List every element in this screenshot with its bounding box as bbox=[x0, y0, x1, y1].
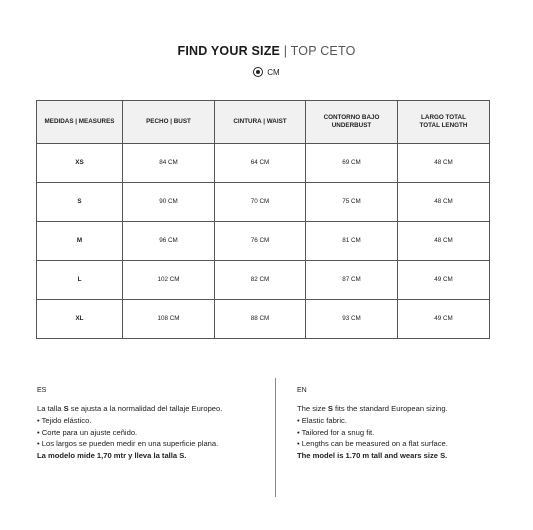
cell-size: M bbox=[37, 222, 123, 261]
cell-underbust: 75 CM bbox=[306, 183, 398, 222]
description-en bbox=[297, 387, 527, 462]
size-highlight: S bbox=[327, 404, 333, 413]
cell-length: 48 CM bbox=[398, 222, 490, 261]
cell-length: 48 CM bbox=[398, 183, 490, 222]
description-es bbox=[37, 387, 267, 462]
intro-es: La talla S se ajusta a la normalidad del tallaje Europeo. bbox=[37, 404, 223, 413]
header-underbust: CONTORNO BAJO UNDERBUST bbox=[306, 101, 398, 144]
cell-size: L bbox=[37, 261, 123, 300]
bullet-en: • Lengths can be measured on a flat surface. bbox=[297, 439, 448, 449]
table-row bbox=[37, 144, 490, 183]
cell-waist: 76 CM bbox=[215, 222, 306, 261]
cell-underbust: 81 CM bbox=[306, 222, 398, 261]
radio-selected-icon[interactable] bbox=[253, 67, 263, 77]
cell-length: 48 CM bbox=[398, 144, 490, 183]
cell-bust: 96 CM bbox=[123, 222, 215, 261]
column-divider bbox=[275, 378, 276, 497]
table-row bbox=[37, 222, 490, 261]
cell-bust: 90 CM bbox=[123, 183, 215, 222]
cell-bust: 102 CM bbox=[123, 261, 215, 300]
size-highlight: S bbox=[63, 404, 69, 413]
unit-selector[interactable] bbox=[0, 67, 533, 77]
bullet-es: • Los largos se pueden medir en una superficie plana. bbox=[37, 439, 219, 449]
cell-underbust: 87 CM bbox=[306, 261, 398, 300]
page-title bbox=[0, 44, 533, 58]
model-note-es: La modelo mide 1,70 mtr y lleva la talla S. bbox=[37, 451, 187, 461]
cell-length: 49 CM bbox=[398, 261, 490, 300]
cell-size: XS bbox=[37, 144, 123, 183]
header-bust: PECHO | BUST bbox=[123, 101, 215, 144]
cell-waist: 88 CM bbox=[215, 300, 306, 339]
language-label-es: ES bbox=[37, 387, 47, 394]
cell-length: 49 CM bbox=[398, 300, 490, 339]
header-measures: MEDIDAS | MEASURES bbox=[37, 101, 123, 144]
table-header-row bbox=[37, 101, 490, 144]
cell-waist: 64 CM bbox=[215, 144, 306, 183]
unit-label: CM bbox=[267, 67, 280, 77]
header-total-length: LARGO TOTAL TOTAL LENGTH bbox=[398, 101, 490, 144]
cell-underbust: 69 CM bbox=[306, 144, 398, 183]
table-row bbox=[37, 261, 490, 300]
cell-size: S bbox=[37, 183, 123, 222]
cell-bust: 108 CM bbox=[123, 300, 215, 339]
cell-bust: 84 CM bbox=[123, 144, 215, 183]
bullet-en: • Elastic fabric. bbox=[297, 415, 347, 425]
size-table bbox=[36, 100, 490, 339]
language-label-en: EN bbox=[297, 387, 307, 394]
table-row bbox=[37, 300, 490, 339]
cell-waist: 70 CM bbox=[215, 183, 306, 222]
intro-en: The size S fits the standard European sizing. bbox=[297, 404, 448, 413]
header-waist: CINTURA | WAIST bbox=[215, 101, 306, 144]
cell-underbust: 93 CM bbox=[306, 300, 398, 339]
cell-waist: 82 CM bbox=[215, 261, 306, 300]
title-separator: | bbox=[283, 44, 288, 58]
model-note-en: The model is 1.70 m tall and wears size S. bbox=[297, 451, 448, 461]
bullet-es: • Corte para un ajuste ceñido. bbox=[37, 427, 138, 437]
cell-size: XL bbox=[37, 300, 123, 339]
bullet-es: • Tejido elástico. bbox=[37, 415, 92, 425]
bullet-en: • Tailored for a snug fit. bbox=[297, 427, 375, 437]
title-product: TOP CETO bbox=[290, 44, 356, 58]
title-main: FIND YOUR SIZE bbox=[177, 44, 281, 58]
table-row bbox=[37, 183, 490, 222]
